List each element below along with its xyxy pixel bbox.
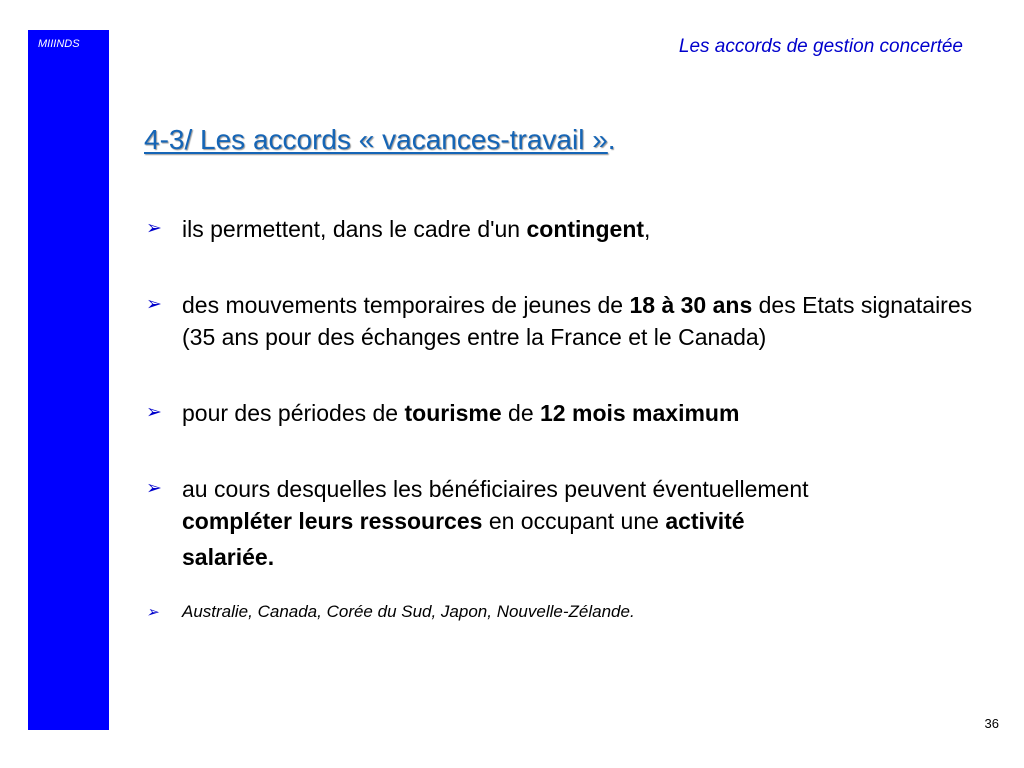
bullet-text: Australie, Canada, Corée du Sud, Japon, Nouvelle-Zélande. <box>182 602 635 621</box>
sidebar-bar <box>28 30 109 730</box>
bullet-bold-text: 18 à 30 ans <box>629 292 753 318</box>
bullet-text: des mouvements temporaires de jeunes de <box>182 292 630 318</box>
bullet-text: des Etats signataires (35 ans pour des échanges entre la France et le Canada) <box>182 292 973 350</box>
bullet-text: de <box>501 400 541 426</box>
list-item <box>144 213 984 245</box>
list-item <box>144 289 984 353</box>
arrow-bullet-icon: ➢ <box>146 604 159 621</box>
slide-heading <box>144 124 616 156</box>
bullet-text: au cours desquelles les bénéficiaires peuvent éventuellement <box>182 476 809 502</box>
sidebar-label: MIIINDS <box>38 38 80 50</box>
arrow-bullet-icon: ➢ <box>146 218 162 239</box>
bullet-bold-text: activité <box>665 508 745 534</box>
bullet-bold-text: salariée <box>182 544 268 570</box>
bullet-bold-text: contingent <box>526 216 645 242</box>
bullet-text: pour des périodes de <box>182 400 405 426</box>
slide-heading-text: 4-3/ Les accords « vacances-travail » <box>144 124 608 155</box>
bullet-text: , <box>644 216 651 242</box>
bullet-bold-text: compléter leurs ressources <box>182 508 483 534</box>
arrow-bullet-icon: ➢ <box>146 294 162 315</box>
list-item <box>144 473 984 577</box>
arrow-bullet-icon: ➢ <box>146 402 162 423</box>
bullet-list <box>144 213 984 625</box>
list-item <box>144 599 984 625</box>
list-item <box>144 397 984 429</box>
bullet-bold-text: 12 mois maximum <box>540 400 740 426</box>
bullet-text: ils permettent, dans le cadre d'un <box>182 216 527 242</box>
bullet-bold-text: . <box>267 544 275 570</box>
arrow-bullet-icon: ➢ <box>146 478 162 499</box>
bullet-bold-text: tourisme <box>404 400 502 426</box>
header-title: Les accords de gestion concertée <box>678 36 963 57</box>
slide-heading-period: . <box>607 124 616 155</box>
bullet-text: en occupant une <box>482 508 666 534</box>
page-number: 36 <box>984 716 999 731</box>
